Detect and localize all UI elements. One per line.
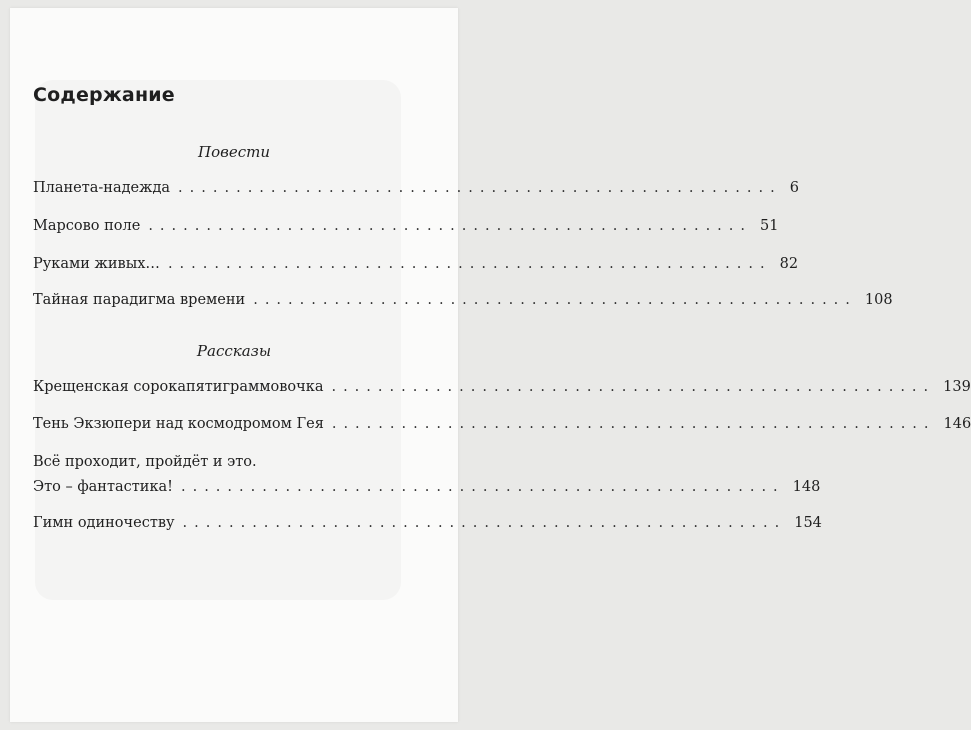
entry-page: 108 — [864, 292, 893, 308]
entry-title: Гимн одиночеству — [33, 515, 175, 531]
dot-leader: .................................................... — [331, 416, 936, 432]
entry-title: Планета-надежда — [33, 180, 171, 196]
toc-entry — [33, 414, 971, 434]
entry-title: Руками живых… — [33, 256, 160, 272]
entry-page: 51 — [760, 218, 779, 234]
toc-entry — [33, 216, 779, 236]
entry-title: Тайная парадигма времени — [33, 292, 246, 308]
toc-entry — [33, 290, 893, 310]
entry-title-line1: Всё проходит, пройдёт и это. — [33, 454, 257, 470]
entry-page: 139 — [943, 379, 971, 395]
toc-entry — [33, 254, 799, 274]
entry-page: 146 — [943, 416, 971, 432]
dot-leader: .................................................... — [180, 479, 785, 495]
entry-page: 154 — [794, 515, 822, 531]
dot-leader: .................................................... — [182, 515, 787, 531]
toc-entry — [33, 377, 971, 397]
dot-leader: .................................................... — [148, 218, 753, 234]
entry-title: Крещенская сорокапятиграммовочка — [33, 379, 324, 395]
entry-title: Это – фантастика! — [33, 479, 173, 495]
entry-title: Марсово поле — [33, 218, 141, 234]
entry-title: Тень Экзюпери над космодромом Гея — [33, 416, 324, 432]
toc-heading: Содержание — [33, 84, 175, 106]
toc-entry — [33, 178, 799, 198]
section-title-povesti: Повести — [197, 143, 270, 161]
dot-leader: .................................................... — [178, 180, 782, 196]
dot-leader: .................................................... — [253, 292, 857, 308]
dot-leader: .................................................... — [167, 256, 772, 272]
section-title-rasskazy: Рассказы — [196, 342, 272, 360]
entry-page: 148 — [792, 479, 821, 495]
toc-entry — [33, 452, 821, 497]
entry-page: 6 — [789, 180, 799, 196]
entry-page: 82 — [779, 256, 799, 272]
toc-entry — [33, 513, 822, 533]
dot-leader: .................................................... — [331, 379, 936, 395]
